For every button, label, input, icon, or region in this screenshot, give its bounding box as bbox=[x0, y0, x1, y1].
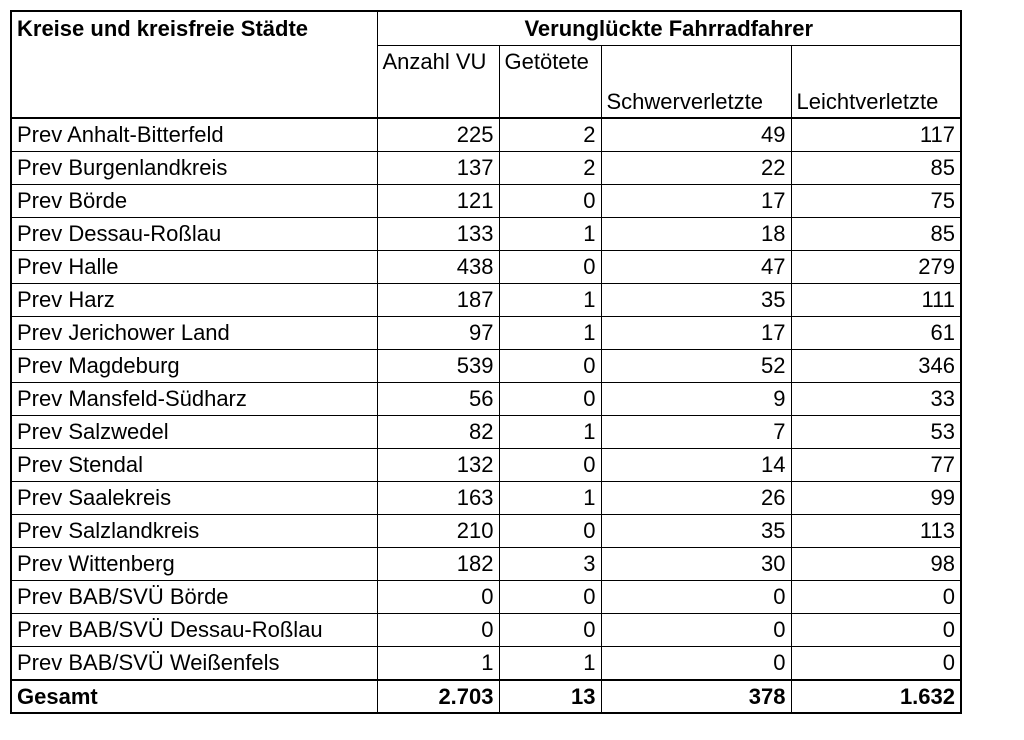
anzahl-vu-cell: 82 bbox=[377, 416, 499, 449]
schwerverletzte-cell: 35 bbox=[601, 284, 791, 317]
schwerverletzte-cell: 52 bbox=[601, 350, 791, 383]
schwerverletzte-cell: 22 bbox=[601, 152, 791, 185]
getoetete-cell: 0 bbox=[499, 515, 601, 548]
anzahl-vu-cell: 539 bbox=[377, 350, 499, 383]
schwerverletzte-cell: 0 bbox=[601, 614, 791, 647]
anzahl-vu-cell: 1 bbox=[377, 647, 499, 681]
total-getoetete-cell: 13 bbox=[499, 680, 601, 713]
getoetete-cell: 0 bbox=[499, 185, 601, 218]
schwerverletzte-cell: 30 bbox=[601, 548, 791, 581]
schwerverletzte-cell: 7 bbox=[601, 416, 791, 449]
region-name-cell: Prev Saalekreis bbox=[11, 482, 377, 515]
region-name-cell: Prev Anhalt-Bitterfeld bbox=[11, 118, 377, 152]
region-name-cell: Prev BAB/SVÜ Börde bbox=[11, 581, 377, 614]
table-row bbox=[11, 218, 961, 251]
anzahl-vu-cell: 0 bbox=[377, 614, 499, 647]
getoetete-cell: 0 bbox=[499, 449, 601, 482]
anzahl-vu-cell: 182 bbox=[377, 548, 499, 581]
table-row bbox=[11, 614, 961, 647]
table-row bbox=[11, 152, 961, 185]
region-name-cell: Prev Wittenberg bbox=[11, 548, 377, 581]
leichtverletzte-cell: 117 bbox=[791, 118, 961, 152]
schwerverletzte-cell: 35 bbox=[601, 515, 791, 548]
schwerverletzte-cell: 49 bbox=[601, 118, 791, 152]
anzahl-vu-cell: 225 bbox=[377, 118, 499, 152]
region-name-cell: Prev Stendal bbox=[11, 449, 377, 482]
region-name-cell: Prev Jerichower Land bbox=[11, 317, 377, 350]
region-name-cell: Prev Magdeburg bbox=[11, 350, 377, 383]
table-row bbox=[11, 647, 961, 681]
getoetete-cell: 0 bbox=[499, 251, 601, 284]
schwerverletzte-cell: 17 bbox=[601, 185, 791, 218]
leichtverletzte-cell: 0 bbox=[791, 614, 961, 647]
schwerverletzte-cell: 17 bbox=[601, 317, 791, 350]
getoetete-cell: 1 bbox=[499, 416, 601, 449]
region-name-cell: Prev Mansfeld-Südharz bbox=[11, 383, 377, 416]
getoetete-cell: 3 bbox=[499, 548, 601, 581]
anzahl-vu-cell: 163 bbox=[377, 482, 499, 515]
leichtverletzte-cell: 77 bbox=[791, 449, 961, 482]
getoetete-cell: 1 bbox=[499, 482, 601, 515]
region-column-header: Kreise und kreisfreie Städte bbox=[11, 11, 377, 46]
region-name-cell: Prev Halle bbox=[11, 251, 377, 284]
anzahl-vu-cell: 97 bbox=[377, 317, 499, 350]
table-row bbox=[11, 350, 961, 383]
getoetete-cell: 1 bbox=[499, 218, 601, 251]
total-schwerverletzte-cell: 378 bbox=[601, 680, 791, 713]
table-row bbox=[11, 251, 961, 284]
leichtverletzte-cell: 279 bbox=[791, 251, 961, 284]
leichtverletzte-cell: 85 bbox=[791, 152, 961, 185]
leichtverletzte-cell: 346 bbox=[791, 350, 961, 383]
total-leichtverletzte-cell: 1.632 bbox=[791, 680, 961, 713]
anzahl-vu-cell: 132 bbox=[377, 449, 499, 482]
region-name-cell: Prev BAB/SVÜ Dessau-Roßlau bbox=[11, 614, 377, 647]
getoetete-cell: 0 bbox=[499, 350, 601, 383]
getoetete-cell: 1 bbox=[499, 647, 601, 681]
region-name-cell: Prev Burgenlandkreis bbox=[11, 152, 377, 185]
getoetete-cell: 2 bbox=[499, 152, 601, 185]
anzahl-vu-cell: 210 bbox=[377, 515, 499, 548]
table-row bbox=[11, 383, 961, 416]
leichtverletzte-cell: 75 bbox=[791, 185, 961, 218]
column-header-getoetete: Getötete bbox=[499, 46, 601, 119]
table-row bbox=[11, 317, 961, 350]
region-name-cell: Prev Salzwedel bbox=[11, 416, 377, 449]
table-row bbox=[11, 449, 961, 482]
leichtverletzte-cell: 0 bbox=[791, 581, 961, 614]
total-row bbox=[11, 680, 961, 713]
table-row bbox=[11, 416, 961, 449]
getoetete-cell: 0 bbox=[499, 383, 601, 416]
leichtverletzte-cell: 113 bbox=[791, 515, 961, 548]
region-name-cell: Prev Dessau-Roßlau bbox=[11, 218, 377, 251]
anzahl-vu-cell: 187 bbox=[377, 284, 499, 317]
total-label: Gesamt bbox=[11, 680, 377, 713]
anzahl-vu-cell: 56 bbox=[377, 383, 499, 416]
getoetete-cell: 1 bbox=[499, 317, 601, 350]
leichtverletzte-cell: 99 bbox=[791, 482, 961, 515]
region-name-cell: Prev Harz bbox=[11, 284, 377, 317]
table-row bbox=[11, 548, 961, 581]
leichtverletzte-cell: 85 bbox=[791, 218, 961, 251]
schwerverletzte-cell: 26 bbox=[601, 482, 791, 515]
schwerverletzte-cell: 47 bbox=[601, 251, 791, 284]
schwerverletzte-cell: 0 bbox=[601, 647, 791, 681]
getoetete-cell: 0 bbox=[499, 581, 601, 614]
anzahl-vu-cell: 438 bbox=[377, 251, 499, 284]
getoetete-cell: 1 bbox=[499, 284, 601, 317]
table-row bbox=[11, 284, 961, 317]
leichtverletzte-cell: 61 bbox=[791, 317, 961, 350]
leichtverletzte-cell: 98 bbox=[791, 548, 961, 581]
leichtverletzte-cell: 33 bbox=[791, 383, 961, 416]
table-row bbox=[11, 185, 961, 218]
column-header-anzahl-vu: Anzahl VU bbox=[377, 46, 499, 119]
leichtverletzte-cell: 53 bbox=[791, 416, 961, 449]
total-anzahl-vu-cell: 2.703 bbox=[377, 680, 499, 713]
schwerverletzte-cell: 0 bbox=[601, 581, 791, 614]
statistics-table-wrapper bbox=[10, 10, 962, 714]
table-row bbox=[11, 515, 961, 548]
getoetete-cell: 0 bbox=[499, 614, 601, 647]
column-header-schwerverletzte: Schwerverletzte bbox=[601, 46, 791, 119]
table-row bbox=[11, 118, 961, 152]
anzahl-vu-cell: 133 bbox=[377, 218, 499, 251]
anzahl-vu-cell: 121 bbox=[377, 185, 499, 218]
region-name-cell: Prev BAB/SVÜ Weißenfels bbox=[11, 647, 377, 681]
victims-group-header: Verunglückte Fahrradfahrer bbox=[377, 11, 961, 46]
leichtverletzte-cell: 0 bbox=[791, 647, 961, 681]
anzahl-vu-cell: 0 bbox=[377, 581, 499, 614]
column-header-leichtverletzte: Leichtverletzte bbox=[791, 46, 961, 119]
getoetete-cell: 2 bbox=[499, 118, 601, 152]
region-header-spacer bbox=[11, 46, 377, 119]
schwerverletzte-cell: 18 bbox=[601, 218, 791, 251]
schwerverletzte-cell: 14 bbox=[601, 449, 791, 482]
bicycle-accidents-table bbox=[10, 10, 962, 714]
table-row bbox=[11, 482, 961, 515]
table-row bbox=[11, 581, 961, 614]
leichtverletzte-cell: 111 bbox=[791, 284, 961, 317]
anzahl-vu-cell: 137 bbox=[377, 152, 499, 185]
schwerverletzte-cell: 9 bbox=[601, 383, 791, 416]
region-name-cell: Prev Salzlandkreis bbox=[11, 515, 377, 548]
region-name-cell: Prev Börde bbox=[11, 185, 377, 218]
